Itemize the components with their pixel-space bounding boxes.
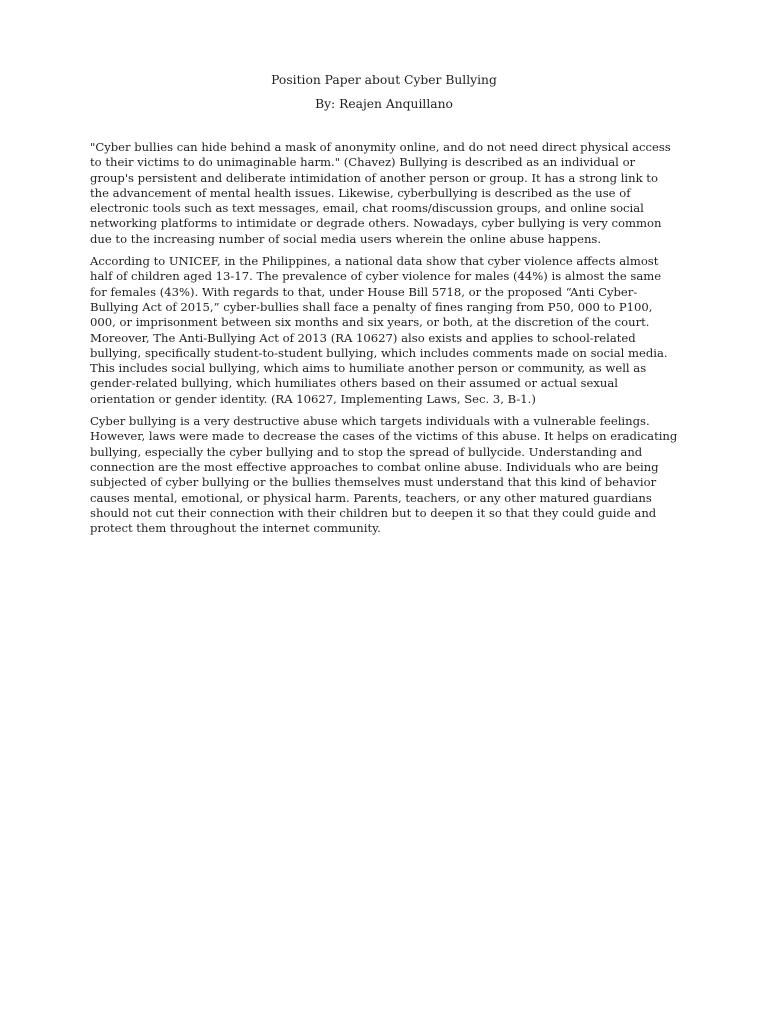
document-author: By: Reajen Anquillano: [315, 97, 453, 111]
paragraph-1: "Cyber bullies can hide behind a mask of anonymity online, and do not need direct physical access to their victims to do unimaginable harm." (Chavez) Bullying is described as an individual or group's persistent and deliberate intimidation of another person or group. It has a strong link to the advancement of mental health issues. Likewise, cyberbullying is described as the use of electronic tools such as text messages, email, chat rooms/discussion groups, and online social networking platforms to intimidate or degrade others. Nowadays, cyber bullying is very common due to the increasing number of social media users wherein the online abuse happens.: [90, 140, 671, 246]
document-title: Position Paper about Cyber Bullying: [271, 73, 497, 87]
paragraph-3: Cyber bullying is a very destructive abuse which targets individuals with a vulnerable feelings. However, laws were made to decrease the cases of the victims of this abuse. It helps on eradicating bullying, especially the cyber bullying and to stop the spread of bullycide. Understanding and connection are the most effective approaches to combat online abuse. Individuals who are being subjected of cyber bullying or the bullies themselves must understand that this kind of behavior causes mental, emotional, or physical harm. Parents, teachers, or any other matured guardians should not cut their connection with their children but to deepen it so that they could guide and protect them throughout the internet community.: [90, 414, 678, 536]
document-body: [90, 140, 678, 543]
paragraph-2: According to UNICEF, in the Philippines, a national data show that cyber violence affects almost half of children aged 13-17. The prevalence of cyber violence for males (44%) is almost the same for females (43%). With regards to that, under House Bill 5718, or the proposed “Anti Cyber-Bullying Act of 2015,” cyber-bullies shall face a penalty of fines ranging from P50, 000 to P100, 000, or imprisonment between six months and six years, or both, at the discretion of the court. Moreover, The Anti-Bullying Act of 2013 (RA 10627) also exists and applies to school-related bullying, specifically student-to-student bullying, which includes comments made on social media. This includes social bullying, which aims to humiliate another person or community, as well as gender-related bullying, which humiliates others based on their assumed or actual sexual orientation or gender identity. (RA 10627, Implementing Laws, Sec. 3, B-1.): [90, 254, 668, 406]
